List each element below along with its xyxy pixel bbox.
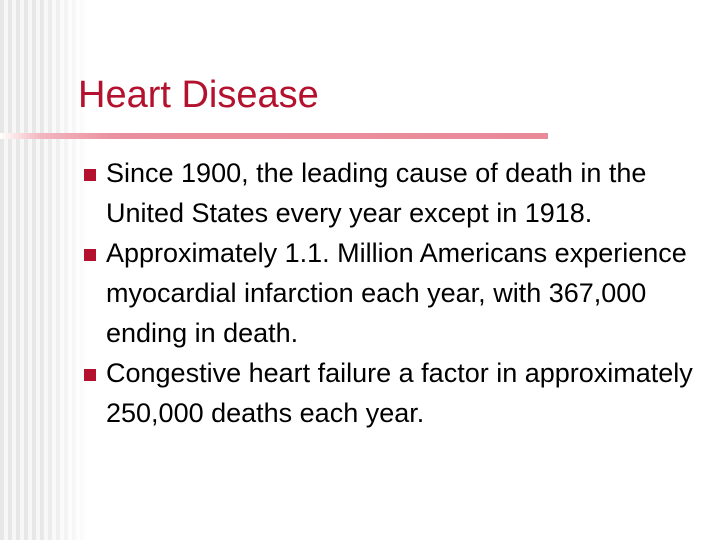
bullet-list (84, 153, 714, 433)
title-underline (0, 133, 548, 139)
bullet-item (84, 153, 714, 233)
bullet-item (84, 233, 714, 353)
slide-title: Heart Disease (78, 74, 319, 116)
bullet-text: Congestive heart failure a factor in approximately 250,000 deaths each year. (106, 358, 693, 428)
bullet-item (84, 353, 714, 433)
square-bullet-icon (84, 169, 96, 181)
bullet-text: Approximately 1.1. Million Americans experience myocardial infarction each year, with 367,000 ending in death. (106, 238, 687, 348)
bullet-text: Since 1900, the leading cause of death in the United States every year except in 1918. (106, 158, 647, 228)
square-bullet-icon (84, 369, 96, 381)
square-bullet-icon (84, 249, 96, 261)
